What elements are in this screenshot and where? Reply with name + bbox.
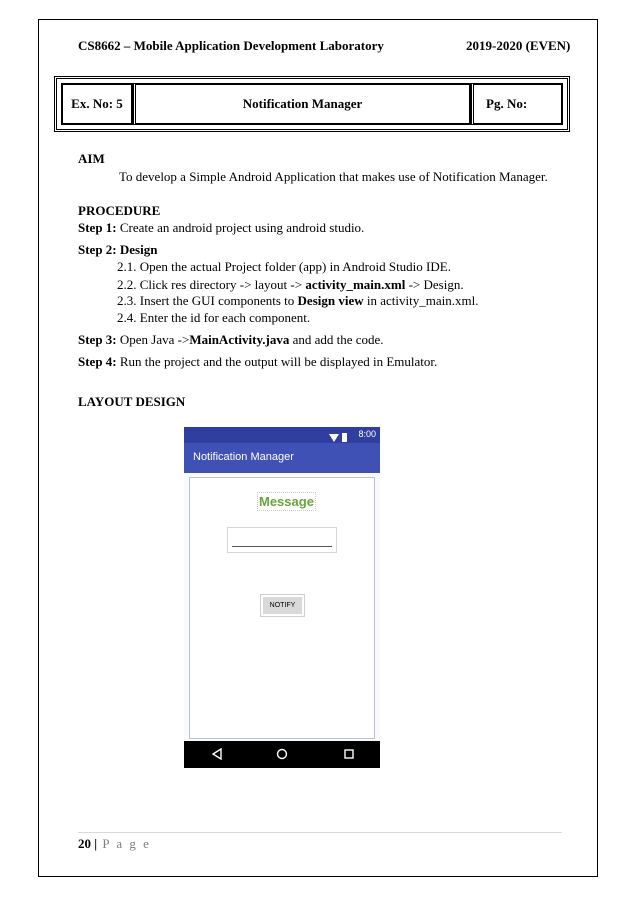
step-3-label: Step 3:: [78, 332, 117, 347]
step-2-3-a: 2.3. Insert the GUI components to: [117, 293, 298, 308]
step-1-label: Step 1:: [78, 220, 117, 235]
app-bar: [184, 443, 380, 473]
status-bar: [184, 427, 380, 443]
step-2-3-c: in activity_main.xml.: [363, 293, 479, 308]
notify-button-frame: [260, 594, 305, 617]
aim-text: To develop a Simple Android Application that makes use of Notification Manager.: [119, 169, 548, 184]
footer-page-number: 20 |: [78, 836, 98, 851]
header-year: 2019-2020 (EVEN): [466, 38, 571, 53]
status-time: 8:00: [358, 429, 376, 439]
header-course: CS8662 – Mobile Application Development Laboratory: [78, 38, 384, 53]
footer-page-word: P a g e: [97, 836, 151, 851]
step-3-c: and add the code.: [289, 332, 384, 347]
step-2-2-c: -> Design.: [405, 277, 464, 292]
footer-divider: [78, 832, 562, 833]
step-4: [78, 354, 437, 370]
step-3-file: MainActivity.java: [189, 332, 290, 347]
exercise-title: Notification Manager: [133, 83, 471, 125]
step-2-3: [117, 293, 478, 309]
step-2-3-view: Design view: [297, 293, 364, 308]
wifi-signal-battery-icon: [329, 433, 349, 443]
footer: [78, 836, 151, 852]
page-number-cell: Pg. No:: [471, 83, 563, 125]
step-2-2: [117, 277, 464, 293]
input-underline: [232, 546, 332, 547]
app-title: Notification Manager: [193, 451, 294, 463]
aim-heading: AIM: [78, 151, 105, 166]
message-label: Message: [259, 494, 314, 509]
step-1-text: Create an android project using android studio.: [116, 220, 365, 235]
message-input[interactable]: [227, 527, 337, 553]
notify-button[interactable]: NOTIFY: [263, 597, 302, 614]
step-2-1: 2.1. Open the actual Project folder (app) in Android Studio IDE.: [117, 259, 451, 274]
back-icon[interactable]: [211, 748, 223, 760]
step-1: [78, 220, 364, 236]
recents-icon[interactable]: [343, 748, 355, 760]
home-icon[interactable]: [276, 748, 288, 760]
step-3: [78, 332, 384, 348]
layout-design-heading: LAYOUT DESIGN: [78, 394, 186, 409]
step-4-label: Step 4:: [78, 354, 117, 369]
exercise-number: Ex. No: 5: [61, 83, 133, 125]
nav-bar: [184, 741, 380, 768]
step-2-heading: Step 2: Design: [78, 242, 158, 257]
procedure-heading: PROCEDURE: [78, 203, 161, 218]
step-4-text: Run the project and the output will be displayed in Emulator.: [116, 354, 438, 369]
step-2-2-a: 2.2. Click res directory -> layout ->: [117, 277, 306, 292]
step-3-a: Open Java ->: [116, 332, 190, 347]
exercise-table: [54, 76, 570, 132]
step-2-4: 2.4. Enter the id for each component.: [117, 310, 311, 325]
phone-screenshot: [184, 427, 380, 768]
step-2-2-file: activity_main.xml: [305, 277, 406, 292]
